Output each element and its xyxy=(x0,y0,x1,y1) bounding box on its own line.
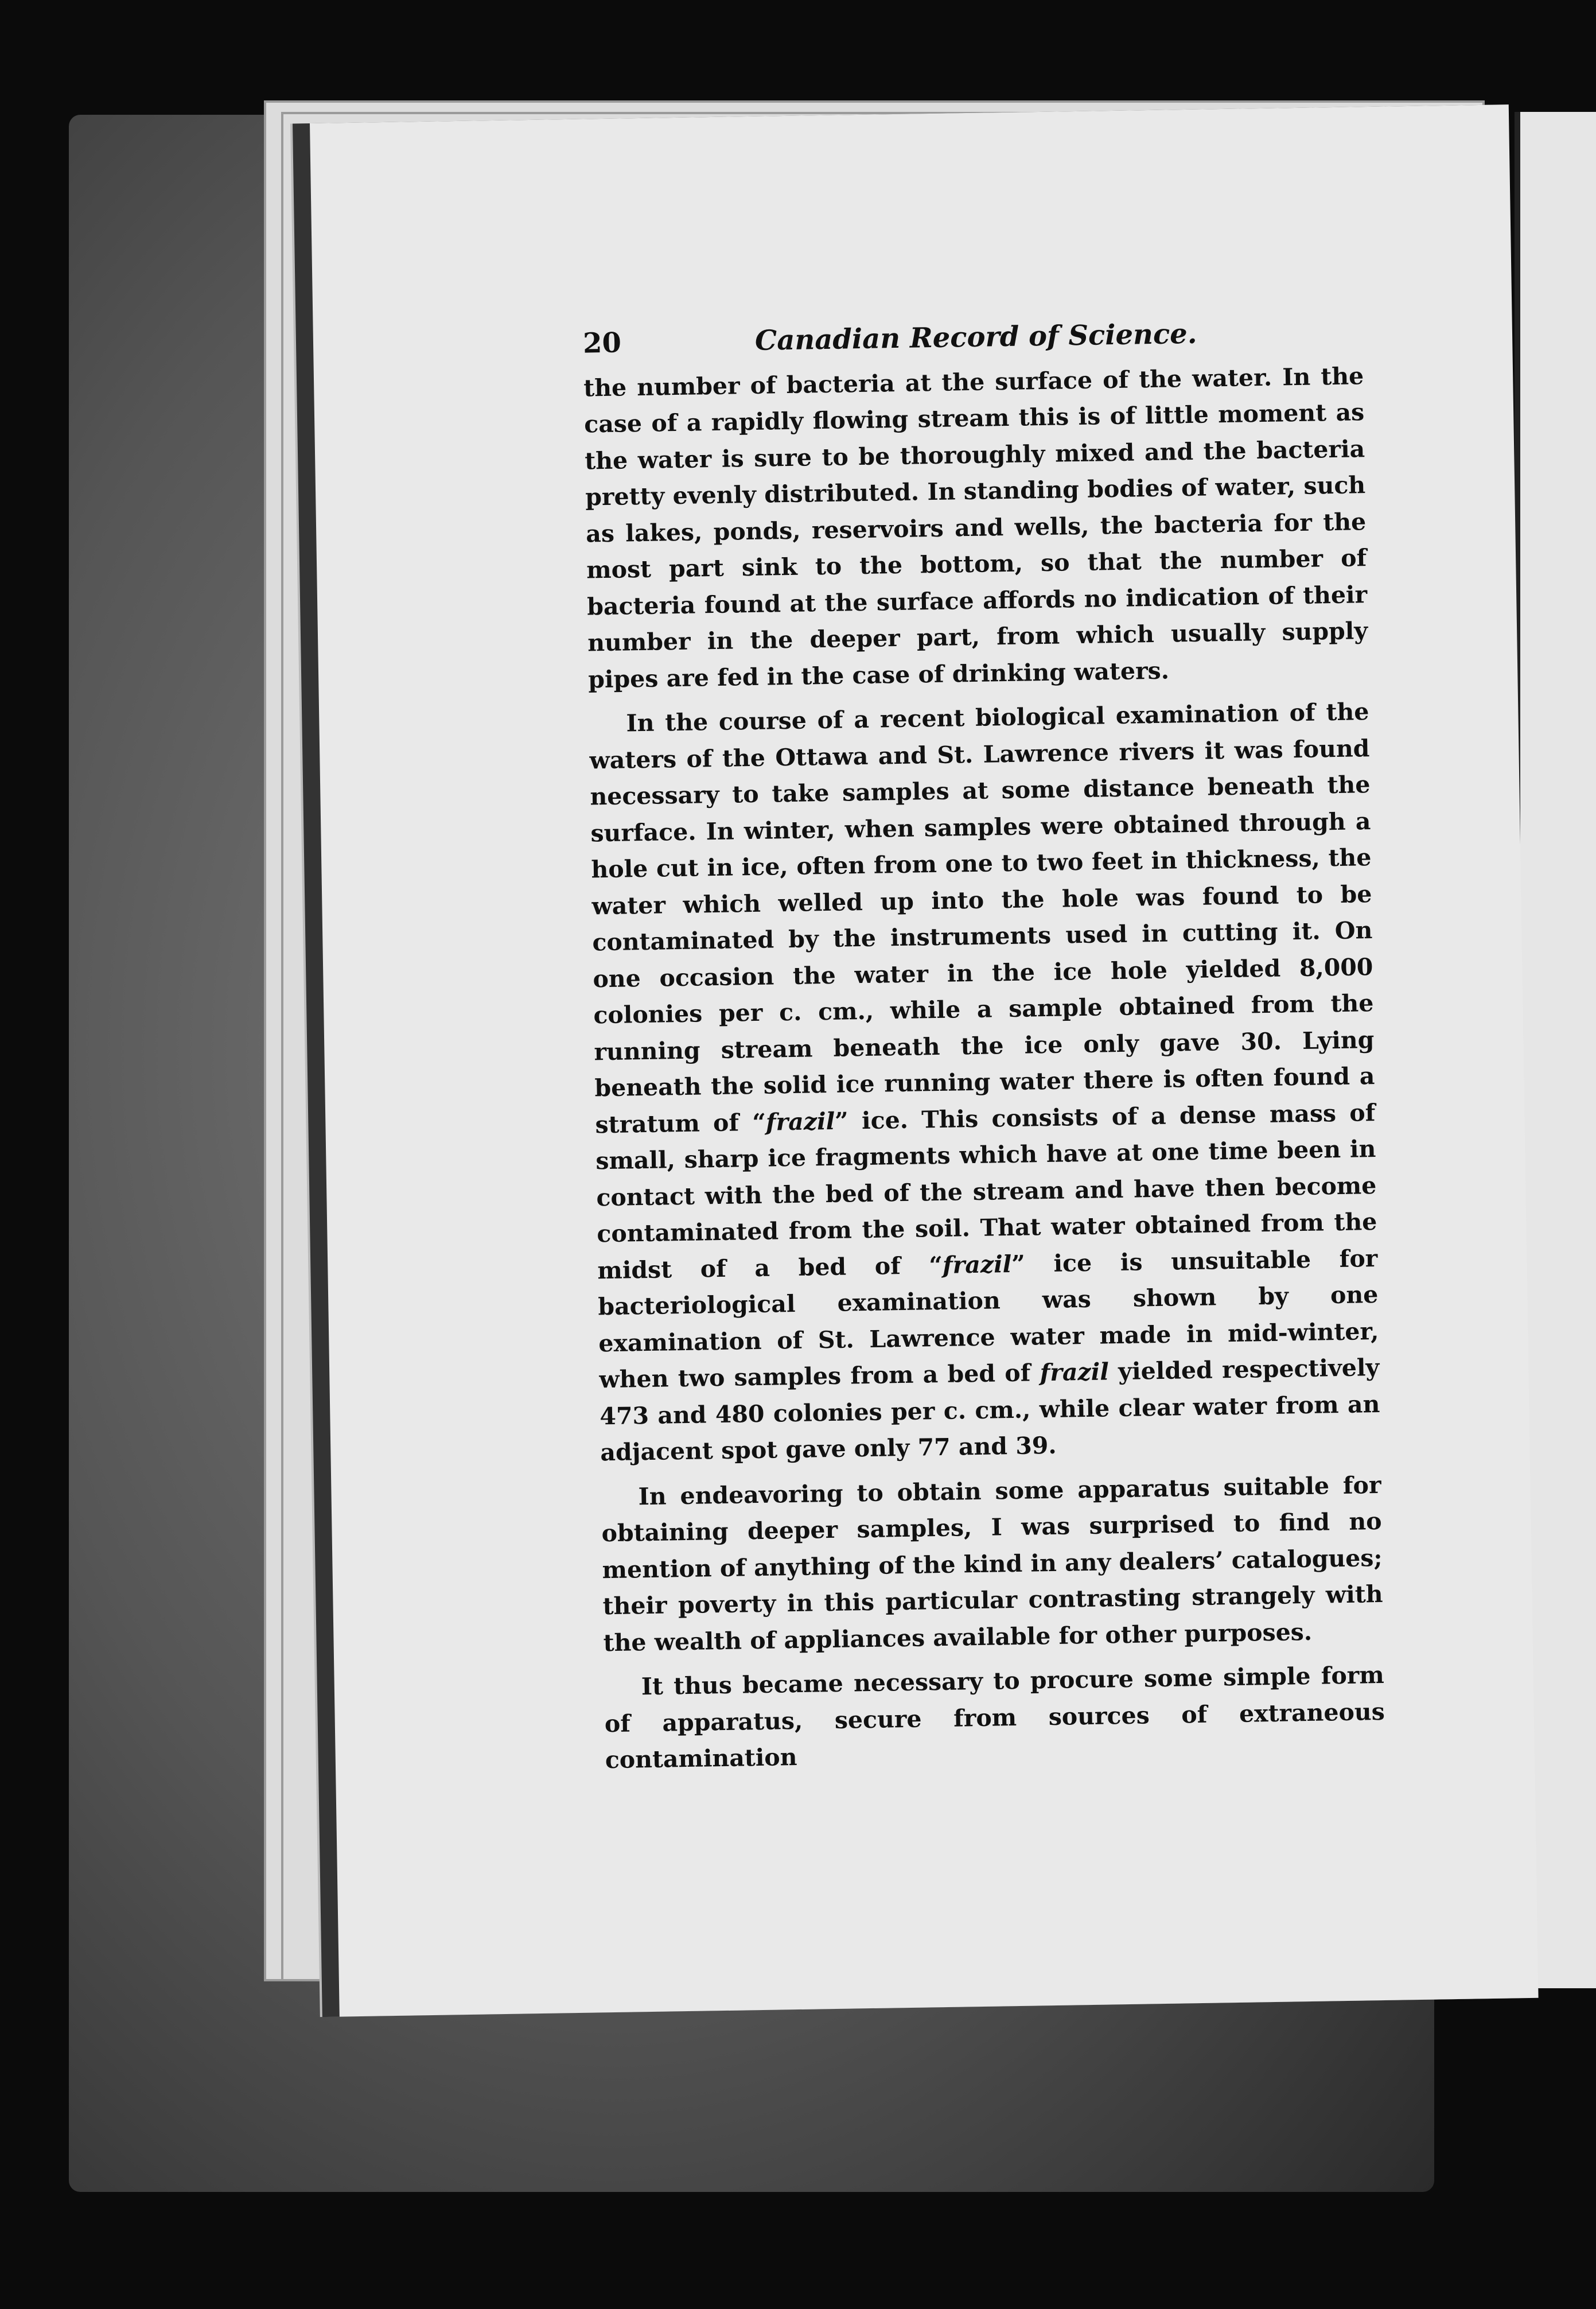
italic-term-frazil-2: frazil xyxy=(942,1250,1012,1279)
page-text-block xyxy=(583,313,1386,1779)
paragraph-2-text-c: ” ice is unsuitable for bacteriological examination was shown by one examination of St. Lawrence water made in mid-winter, when two samples from a bed of xyxy=(598,1244,1379,1394)
italic-term-frazil-1: frazil xyxy=(765,1107,835,1136)
paragraph-3-text: In endeavoring to obtain some apparatus suitable for obtaining deeper samples, I was surprised to find no mention of anything of the kind in any dealers’ catalogues; their poverty in this particular contrasting strangely with the wealth of appliances available for other purposes. xyxy=(601,1471,1383,1657)
paragraph-2-text-b: ” ice. This consists of a dense mass of small, sharp ice fragments which have at one time been in contact with the bed of the stream and have then become contaminated from the soil. That water obtained from the midst of a bed of “ xyxy=(595,1098,1377,1284)
book-page xyxy=(310,104,1539,2016)
italic-term-frazil-3: frazil xyxy=(1040,1358,1110,1387)
paragraph-2 xyxy=(589,694,1381,1471)
paragraph-1-text: the number of bacteria at the surface of the water. In the case of a rapidly flowing stream this is of little moment as the water is sure to be thoroughly mixed and the bacteria pretty evenly distributed. In standing bodies of water, such as lakes, ponds, reservoirs and wells, the bacteria for the most part sink to the bottom, so that the number of bacteria found at the surface affords no indication of their number in the deeper part, from which usually supply pipes are fed in the case of drinking waters. xyxy=(583,361,1368,693)
paragraph-3 xyxy=(601,1467,1384,1661)
paragraph-4 xyxy=(604,1657,1385,1779)
page-header xyxy=(583,313,1364,362)
running-title: Canadian Record of Science. xyxy=(754,317,1197,357)
paragraph-1 xyxy=(583,358,1369,698)
page-number: 20 xyxy=(582,326,622,360)
paragraph-2-text-d: yielded respectively 473 and 480 colonies per c. cm., while clear water from an adjacent spot gave only 77 and 39. xyxy=(600,1353,1380,1467)
paragraph-2-text-a: In the course of a recent biological examination of the waters of the Ottawa and St. Lawrence rivers it was found necessary to take samples at some distance beneath the surface. In winter, when samples were obtained through a hole cut in ice, often from one to two feet in thickness, the water which welled up into the hole was found to be contaminated by the instruments used in cutting it. On one occasion the water in the ice hole yielded 8,000 colonies per c. cm., while a sample obtained from the running stream beneath the ice only gave 30. Lying beneath the solid ice running water there is often found a stratum of “ xyxy=(589,698,1375,1138)
paragraph-4-text: It thus became necessary to procure some simple form of apparatus, secure from sources of extraneous contamination xyxy=(604,1661,1385,1774)
